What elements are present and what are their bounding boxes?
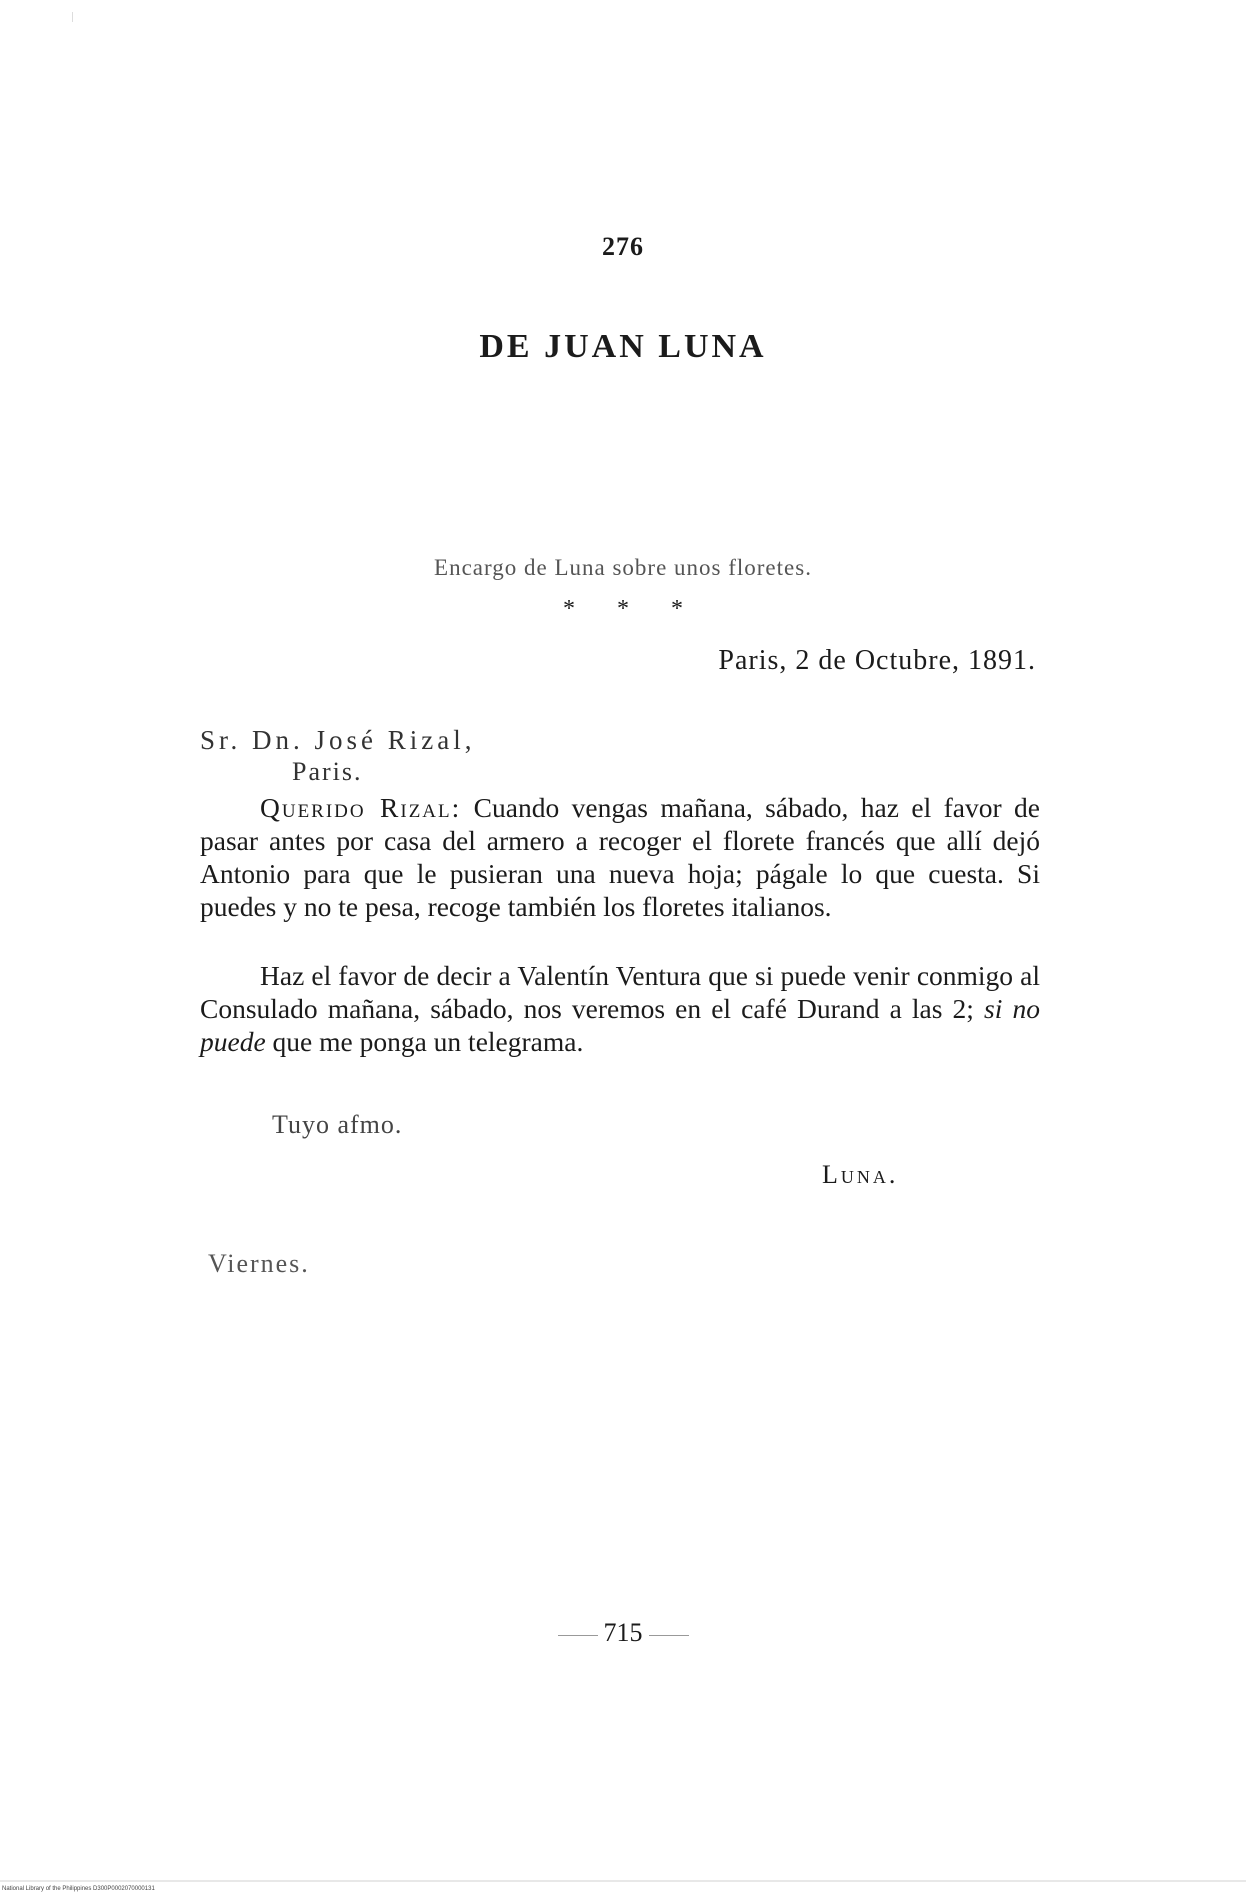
recipient-city: Paris. (292, 757, 363, 786)
page-number-dash-right (649, 1635, 689, 1636)
weekday-note: Viernes. (208, 1249, 310, 1278)
paragraph-2-text: Haz el favor de decir a Valentín Ventura que si puede venir conmigo al Consulado mañana, sábado, nos veremos en el café Durand a las 2; (200, 960, 1040, 1024)
signature: Luna. (822, 1160, 899, 1189)
letter-number: 276 (602, 232, 644, 261)
page-number-dash-left (558, 1635, 598, 1636)
closing: Tuyo afmo. (272, 1110, 403, 1139)
dateline: Paris, 2 de Octubre, 1891. (718, 645, 1036, 676)
bottom-edge (0, 1880, 1246, 1882)
page-number-text: 715 (603, 1618, 643, 1647)
body-paragraph-1 (200, 791, 1040, 923)
scan-mark (72, 12, 73, 22)
asterism-separator: * * * (563, 596, 683, 622)
letter-title: DE JUAN LUNA (479, 328, 767, 365)
greeting: Querido Rizal: (260, 792, 462, 823)
page-number (0, 1618, 1246, 1648)
paragraph-2-end: que me ponga un telegrama. (265, 1026, 584, 1057)
paragraph-1-text: Cuando vengas mañana, sábado, haz el favor de pasar antes por casa del armero a recoger el florete francés que allí dejó Antonio para que le pusieran una nueva hoja; págale lo que cuesta. Si puedes y no te pesa, recoge también los floretes italianos. (200, 792, 1040, 922)
scan-footer: National Library of the Philippines D300P0002070000131 (2, 1886, 155, 1892)
letter-subject: Encargo de Luna sobre unos floretes. (434, 555, 812, 580)
paragraph-2-emphasis: si no puede (200, 993, 1040, 1057)
recipient-name: Sr. Dn. José Rizal, (200, 725, 476, 755)
body-paragraph-2 (200, 959, 1040, 1058)
